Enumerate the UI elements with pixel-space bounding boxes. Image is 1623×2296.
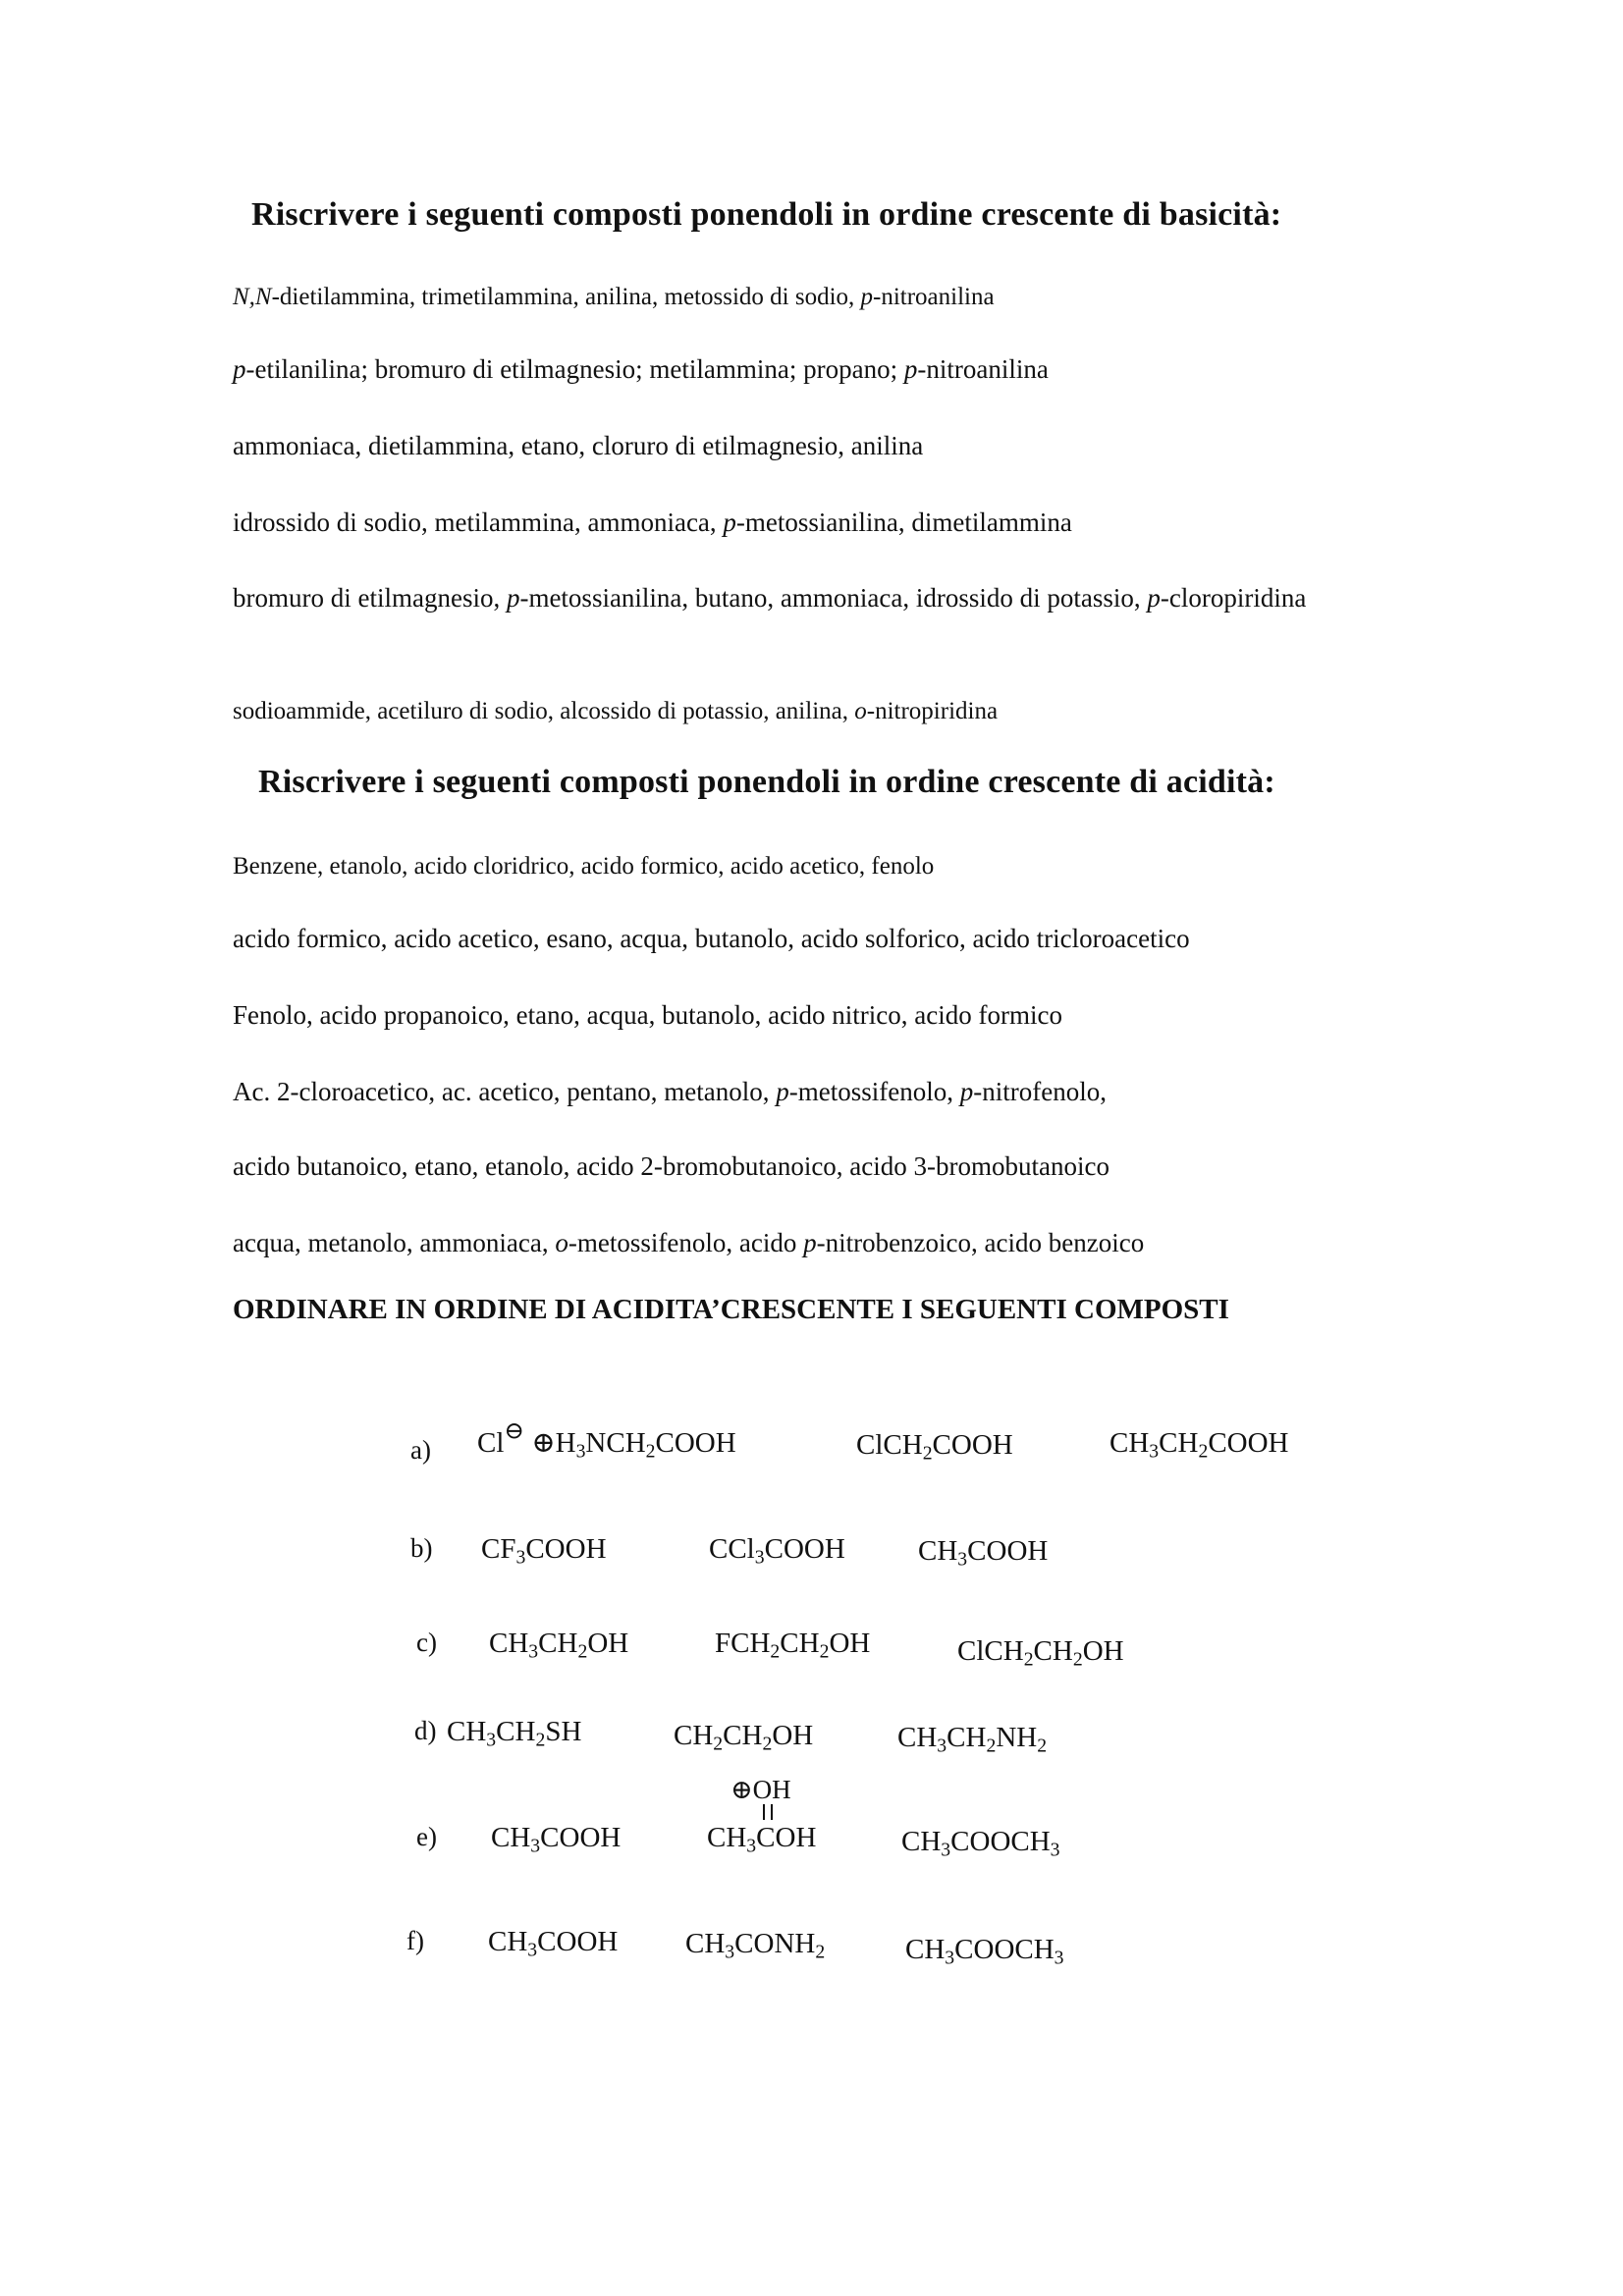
basicity-line-2: p-etilanilina; bromuro di etilmagnesio; metilammina; propano; p-nitroanilina [233,354,1049,384]
formula-item: $CH_3COOH$ [488,1926,619,1961]
formula-item: CCl$_3$COOH [709,1533,845,1569]
formula-item: ClCH$_2$COOH [856,1429,1013,1465]
double-bond-mark [763,1804,773,1820]
acidity-line-4: Ac. 2-cloroacetico, ac. acetico, pentano, metanolo, p-metossifenolo, p-nitrofenolo, [233,1077,1107,1106]
acidity-line-5: acido butanoico, etano, etanolo, acido 2-bromobutanoico, acido 3-bromobutanoico [233,1151,1109,1181]
formula-item: $CH_3CH_2COOH$ [1109,1427,1289,1463]
basicity-line-6: sodioammide, acetiluro di sodio, alcossido di potassio, anilina, o-nitropiridina [233,698,999,724]
formula-item: $ClCH_2CH_2OH$ [957,1635,1124,1671]
basicity-heading: Riscrivere i seguenti composti ponendoli in ordine crescente di basicità: [251,196,1282,233]
ordering-heading: ORDINARE IN ORDINE DI ACIDITA’CRESCENTE I SEGUENTI COMPOSTI [233,1294,1229,1325]
row-label: f) [406,1926,424,1955]
row-label: a) [410,1435,431,1465]
row-label: e) [416,1822,437,1851]
formula-item: $CH_3CH_2SH$ [447,1716,582,1751]
formula-item: $CH_3CONH_2$ [685,1928,826,1963]
formula-item: $CH_3COOCH_3$ [905,1934,1064,1969]
formula-item: $CH_3COOH$ [491,1822,622,1857]
basicity-line-5: bromuro di etilmagnesio, p-metossianilina, butano, ammoniaca, idrossido di potassio, p-cloropiridina [233,583,1307,613]
acidity-line-3: Fenolo, acido propanoico, etano, acqua, butanolo, acido nitrico, acido formico [233,1000,1062,1030]
formula-item: $CH_2CH_2OH$ [674,1720,814,1755]
formula-item: $CH_3COH$ [707,1822,817,1857]
formula-item: $CH_3CH_2NH_2$ [897,1722,1048,1757]
acidity-line-1: Benzene, etanolo, acido cloridrico, acido formico, acido acetico, fenolo [233,853,935,880]
row-label: b) [410,1533,433,1563]
row-label: d) [414,1716,437,1745]
formula-item: $CH_3COOCH_3$ [901,1826,1060,1861]
formula-item: $FCH_2CH_2OH$ [715,1628,871,1663]
acidity-line-2: acido formico, acido acetico, esano, acqua, butanolo, acido solforico, acido tricloroacetico [233,924,1190,953]
protonated-oh-label: ⊕OH [730,1775,791,1804]
basicity-line-1: N,N-dietilammina, trimetilammina, anilina, metossido di sodio, p-nitroanilina [233,284,995,310]
acidity-heading: Riscrivere i seguenti composti ponendoli in ordine crescente di acidità: [258,764,1275,800]
row-label: c) [416,1628,437,1657]
formula-item: Cl⊖ $\oplus H_3NCH_2COOH$ [477,1417,736,1463]
formula-item: $CH_3CH_2OH$ [489,1628,629,1663]
basicity-line-4: idrossido di sodio, metilammina, ammoniaca, p-metossianilina, dimetilammina [233,507,1072,537]
basicity-line-3: ammoniaca, dietilammina, etano, cloruro di etilmagnesio, anilina [233,431,924,460]
formula-item: $CF_3COOH$ [481,1533,607,1569]
acidity-line-6: acqua, metanolo, ammoniaca, o-metossifenolo, acido p-nitrobenzoico, acido benzoico [233,1228,1145,1257]
formula-item: $CH_3COOH$ [918,1535,1049,1571]
